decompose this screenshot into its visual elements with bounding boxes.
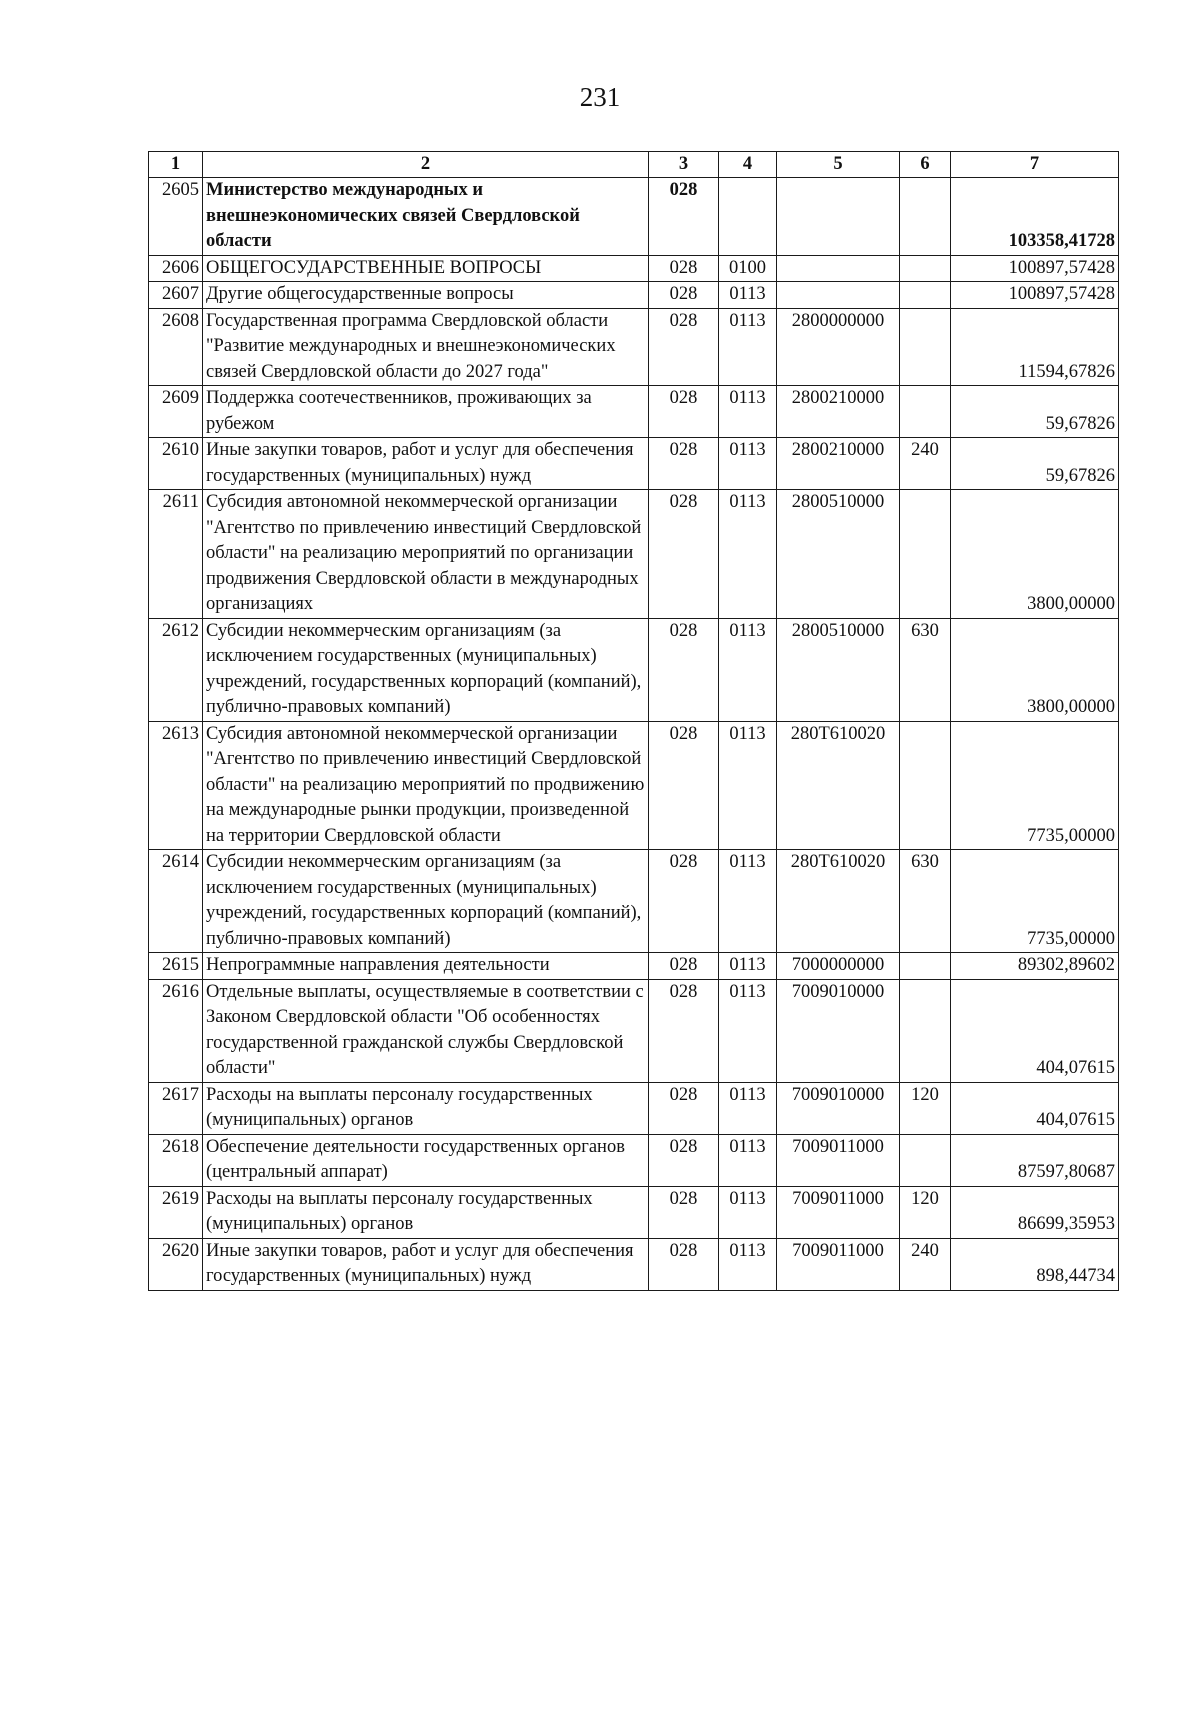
- table-row: [149, 490, 1119, 619]
- amount-cell: 100897,57428: [951, 282, 1119, 309]
- target-code-cell: 2800210000: [777, 386, 900, 438]
- description-cell: Непрограммные направления деятельности: [203, 953, 649, 980]
- section-code-cell: 0113: [719, 438, 777, 490]
- row-number-cell: 2616: [149, 979, 203, 1082]
- column-header: 5: [777, 152, 900, 178]
- expense-type-cell: 120: [900, 1082, 951, 1134]
- admin-code-cell: 028: [649, 490, 719, 619]
- target-code-cell: 7009011000: [777, 1238, 900, 1290]
- target-code-cell: [777, 282, 900, 309]
- section-code-cell: 0100: [719, 255, 777, 282]
- admin-code-cell: 028: [649, 979, 719, 1082]
- amount-cell: 7735,00000: [951, 721, 1119, 850]
- amount-cell: 404,07615: [951, 1082, 1119, 1134]
- section-code-cell: 0113: [719, 386, 777, 438]
- row-number-cell: 2619: [149, 1186, 203, 1238]
- description-cell: Расходы на выплаты персоналу государственных (муниципальных) органов: [203, 1186, 649, 1238]
- admin-code-cell: 028: [649, 178, 719, 256]
- section-code-cell: 0113: [719, 1082, 777, 1134]
- column-header: 3: [649, 152, 719, 178]
- expense-type-cell: [900, 953, 951, 980]
- description-cell: Другие общегосударственные вопросы: [203, 282, 649, 309]
- admin-code-cell: 028: [649, 308, 719, 386]
- description-cell: Субсидии некоммерческим организациям (за исключением государственных (муниципальных) учреждений, государственных корпораций (компаний), публично-правовых компаний): [203, 618, 649, 721]
- expense-type-cell: [900, 308, 951, 386]
- section-code-cell: 0113: [719, 1134, 777, 1186]
- table-row: [149, 1134, 1119, 1186]
- table-row: [149, 850, 1119, 953]
- target-code-cell: 280T610020: [777, 721, 900, 850]
- section-code-cell: 0113: [719, 979, 777, 1082]
- table-row: [149, 721, 1119, 850]
- description-cell: Иные закупки товаров, работ и услуг для обеспечения государственных (муниципальных) нужд: [203, 1238, 649, 1290]
- target-code-cell: [777, 178, 900, 256]
- section-code-cell: 0113: [719, 953, 777, 980]
- table-row: [149, 178, 1119, 256]
- page-number: 231: [579, 82, 621, 112]
- amount-cell: 87597,80687: [951, 1134, 1119, 1186]
- admin-code-cell: 028: [649, 386, 719, 438]
- expense-type-cell: [900, 490, 951, 619]
- description-cell: Субсидия автономной некоммерческой организации "Агентство по привлечению инвестиций Свердловской области" на реализацию мероприятий по продвижению на международные рынки продукции, произведенной на территории Свердловской области: [203, 721, 649, 850]
- admin-code-cell: 028: [649, 1186, 719, 1238]
- amount-cell: 86699,35953: [951, 1186, 1119, 1238]
- table-body: [149, 178, 1119, 1291]
- amount-cell: 3800,00000: [951, 618, 1119, 721]
- section-code-cell: [719, 178, 777, 256]
- section-code-cell: 0113: [719, 490, 777, 619]
- row-number-cell: 2620: [149, 1238, 203, 1290]
- budget-table: [148, 151, 1119, 1291]
- admin-code-cell: 028: [649, 438, 719, 490]
- expense-type-cell: [900, 979, 951, 1082]
- description-cell: Министерство международных и внешнеэкономических связей Свердловской области: [203, 178, 649, 256]
- description-cell: ОБЩЕГОСУДАРСТВЕННЫЕ ВОПРОСЫ: [203, 255, 649, 282]
- table-row: [149, 618, 1119, 721]
- expense-type-cell: [900, 1134, 951, 1186]
- table-row: [149, 438, 1119, 490]
- amount-cell: 59,67826: [951, 386, 1119, 438]
- table-row: [149, 1082, 1119, 1134]
- admin-code-cell: 028: [649, 1134, 719, 1186]
- target-code-cell: 7000000000: [777, 953, 900, 980]
- amount-cell: 3800,00000: [951, 490, 1119, 619]
- column-header: 7: [951, 152, 1119, 178]
- expense-type-cell: [900, 282, 951, 309]
- expense-type-cell: 240: [900, 1238, 951, 1290]
- target-code-cell: 7009011000: [777, 1186, 900, 1238]
- target-code-cell: 7009010000: [777, 979, 900, 1082]
- target-code-cell: 2800210000: [777, 438, 900, 490]
- section-code-cell: 0113: [719, 618, 777, 721]
- row-number-cell: 2606: [149, 255, 203, 282]
- row-number-cell: 2618: [149, 1134, 203, 1186]
- amount-cell: 59,67826: [951, 438, 1119, 490]
- row-number-cell: 2607: [149, 282, 203, 309]
- admin-code-cell: 028: [649, 618, 719, 721]
- row-number-cell: 2614: [149, 850, 203, 953]
- description-cell: Государственная программа Свердловской области "Развитие международных и внешнеэкономических связей Свердловской области до 2027 года": [203, 308, 649, 386]
- column-header: 4: [719, 152, 777, 178]
- admin-code-cell: 028: [649, 850, 719, 953]
- row-number-cell: 2615: [149, 953, 203, 980]
- row-number-cell: 2613: [149, 721, 203, 850]
- expense-type-cell: [900, 255, 951, 282]
- target-code-cell: [777, 255, 900, 282]
- section-code-cell: 0113: [719, 308, 777, 386]
- target-code-cell: 7009010000: [777, 1082, 900, 1134]
- target-code-cell: 7009011000: [777, 1134, 900, 1186]
- admin-code-cell: 028: [649, 255, 719, 282]
- table-row: [149, 282, 1119, 309]
- amount-cell: 7735,00000: [951, 850, 1119, 953]
- row-number-cell: 2611: [149, 490, 203, 619]
- target-code-cell: 2800000000: [777, 308, 900, 386]
- section-code-cell: 0113: [719, 721, 777, 850]
- expense-type-cell: 240: [900, 438, 951, 490]
- amount-cell: 89302,89602: [951, 953, 1119, 980]
- expense-type-cell: [900, 386, 951, 438]
- row-number-cell: 2610: [149, 438, 203, 490]
- admin-code-cell: 028: [649, 1238, 719, 1290]
- target-code-cell: 2800510000: [777, 490, 900, 619]
- description-cell: Субсидии некоммерческим организациям (за исключением государственных (муниципальных) учреждений, государственных корпораций (компаний), публично-правовых компаний): [203, 850, 649, 953]
- table-row: [149, 255, 1119, 282]
- admin-code-cell: 028: [649, 1082, 719, 1134]
- expense-type-cell: 630: [900, 618, 951, 721]
- amount-cell: 103358,41728: [951, 178, 1119, 256]
- table-row: [149, 308, 1119, 386]
- description-cell: Обеспечение деятельности государственных органов (центральный аппарат): [203, 1134, 649, 1186]
- target-code-cell: 2800510000: [777, 618, 900, 721]
- column-header: 6: [900, 152, 951, 178]
- admin-code-cell: 028: [649, 282, 719, 309]
- table-row: [149, 953, 1119, 980]
- row-number-cell: 2612: [149, 618, 203, 721]
- section-code-cell: 0113: [719, 1238, 777, 1290]
- section-code-cell: 0113: [719, 1186, 777, 1238]
- row-number-cell: 2605: [149, 178, 203, 256]
- amount-cell: 100897,57428: [951, 255, 1119, 282]
- row-number-cell: 2617: [149, 1082, 203, 1134]
- table-row: [149, 386, 1119, 438]
- description-cell: Субсидия автономной некоммерческой организации "Агентство по привлечению инвестиций Свердловской области" на реализацию мероприятий по организации продвижения Свердловской области в международных организациях: [203, 490, 649, 619]
- expense-type-cell: [900, 178, 951, 256]
- admin-code-cell: 028: [649, 721, 719, 850]
- section-code-cell: 0113: [719, 282, 777, 309]
- table-header-row: [149, 152, 1119, 178]
- expense-type-cell: 630: [900, 850, 951, 953]
- amount-cell: 11594,67826: [951, 308, 1119, 386]
- expense-type-cell: 120: [900, 1186, 951, 1238]
- amount-cell: 898,44734: [951, 1238, 1119, 1290]
- table-row: [149, 1238, 1119, 1290]
- column-header: 1: [149, 152, 203, 178]
- table-row: [149, 1186, 1119, 1238]
- row-number-cell: 2609: [149, 386, 203, 438]
- expense-type-cell: [900, 721, 951, 850]
- description-cell: Отдельные выплаты, осуществляемые в соответствии с Законом Свердловской области "Об особенностях государственной гражданской службы Свердловской области": [203, 979, 649, 1082]
- description-cell: Иные закупки товаров, работ и услуг для обеспечения государственных (муниципальных) нужд: [203, 438, 649, 490]
- target-code-cell: 280T610020: [777, 850, 900, 953]
- amount-cell: 404,07615: [951, 979, 1119, 1082]
- description-cell: Поддержка соотечественников, проживающих за рубежом: [203, 386, 649, 438]
- description-cell: Расходы на выплаты персоналу государственных (муниципальных) органов: [203, 1082, 649, 1134]
- row-number-cell: 2608: [149, 308, 203, 386]
- admin-code-cell: 028: [649, 953, 719, 980]
- section-code-cell: 0113: [719, 850, 777, 953]
- column-header: 2: [203, 152, 649, 178]
- table-row: [149, 979, 1119, 1082]
